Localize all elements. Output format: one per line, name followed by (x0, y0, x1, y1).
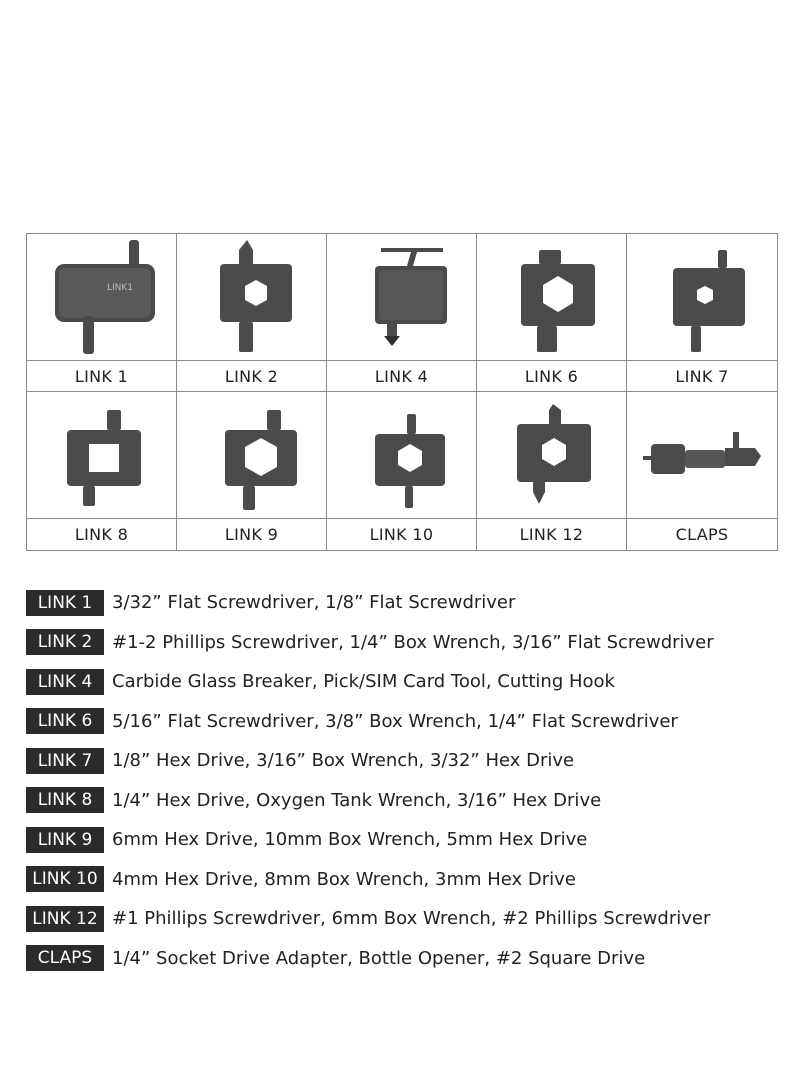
list-item (26, 939, 786, 979)
link-4-tool-icon (337, 238, 467, 356)
link-badge: LINK 10 (26, 866, 104, 892)
link-tool-grid (26, 233, 778, 551)
link-cell (177, 234, 327, 392)
link-label: CLAPS (675, 525, 729, 544)
link-7-tool-icon (637, 238, 767, 356)
list-item (26, 860, 786, 900)
link-badge: LINK 6 (26, 708, 104, 734)
link-badge: LINK 9 (26, 827, 104, 853)
link-badge: LINK 12 (26, 906, 104, 932)
list-item (26, 820, 786, 860)
clasp-tool-icon (637, 396, 767, 514)
link-badge: LINK 7 (26, 748, 104, 774)
feature-text: 1/8” Hex Drive, 3/16” Box Wrench, 3/32” Hex Drive (112, 750, 575, 772)
link-label: LINK 12 (519, 525, 584, 544)
link-1-tool-icon (37, 238, 167, 356)
list-item (26, 662, 786, 702)
feature-text: 5/16” Flat Screwdriver, 3/8” Box Wrench, 1/4” Flat Screwdriver (112, 710, 678, 732)
link-badge: LINK 2 (26, 629, 104, 655)
feature-list (26, 583, 786, 978)
link-image (627, 392, 777, 519)
feature-text: 4mm Hex Drive, 8mm Box Wrench, 3mm Hex Drive (112, 868, 576, 890)
link-badge: LINK 4 (26, 669, 104, 695)
link-label: LINK 6 (524, 366, 579, 386)
link-image (477, 392, 626, 519)
link-cell (627, 234, 777, 392)
link-badge: LINK 8 (26, 787, 104, 813)
link-9-tool-icon (187, 396, 317, 514)
list-item (26, 583, 786, 623)
link-cell (477, 392, 627, 550)
list-item (26, 702, 786, 742)
list-item (26, 899, 786, 939)
link-label: LINK 4 (374, 366, 429, 386)
link-image (27, 234, 176, 361)
link-6-tool-icon (487, 238, 617, 356)
link-image (627, 234, 777, 361)
link-image (177, 392, 326, 519)
link-image (327, 392, 476, 519)
link-cell (27, 234, 177, 392)
feature-text: 1/4” Socket Drive Adapter, Bottle Opener, #2 Square Drive (112, 947, 646, 969)
link-label: LINK 1 (74, 366, 129, 386)
link-label: LINK 2 (224, 366, 279, 386)
link-label: LINK 8 (74, 525, 129, 544)
link-cell (477, 234, 627, 392)
link-10-tool-icon (337, 396, 467, 514)
feature-text: #1-2 Phillips Screwdriver, 1/4” Box Wrench, 3/16” Flat Screwdriver (112, 631, 714, 653)
link-image (177, 234, 326, 361)
link-label: LINK 9 (224, 525, 279, 544)
link-label: LINK 10 (369, 525, 434, 544)
link-image (477, 234, 626, 361)
link-12-tool-icon (487, 396, 617, 514)
link-badge: CLAPS (26, 945, 104, 971)
list-item (26, 781, 786, 821)
link-cell (327, 392, 477, 550)
link-label: LINK 7 (675, 366, 729, 386)
feature-text: 1/4” Hex Drive, Oxygen Tank Wrench, 3/16” Hex Drive (112, 789, 602, 811)
svg-text:LINK1: LINK1 (106, 283, 133, 293)
list-item (26, 741, 786, 781)
list-item (26, 623, 786, 663)
feature-text: 6mm Hex Drive, 10mm Box Wrench, 5mm Hex Drive (112, 829, 588, 851)
feature-text: 3/32” Flat Screwdriver, 1/8” Flat Screwdriver (112, 592, 516, 614)
link-8-tool-icon (37, 396, 167, 514)
link-cell (27, 392, 177, 550)
link-badge: LINK 1 (26, 590, 104, 616)
link-cell (627, 392, 777, 550)
link-image (27, 392, 176, 519)
feature-text: Carbide Glass Breaker, Pick/SIM Card Tool, Cutting Hook (112, 671, 615, 693)
link-cell (177, 392, 327, 550)
feature-text: #1 Phillips Screwdriver, 6mm Box Wrench, #2 Phillips Screwdriver (112, 908, 711, 930)
link-cell (327, 234, 477, 392)
link-image (327, 234, 476, 361)
link-2-tool-icon (187, 238, 317, 356)
